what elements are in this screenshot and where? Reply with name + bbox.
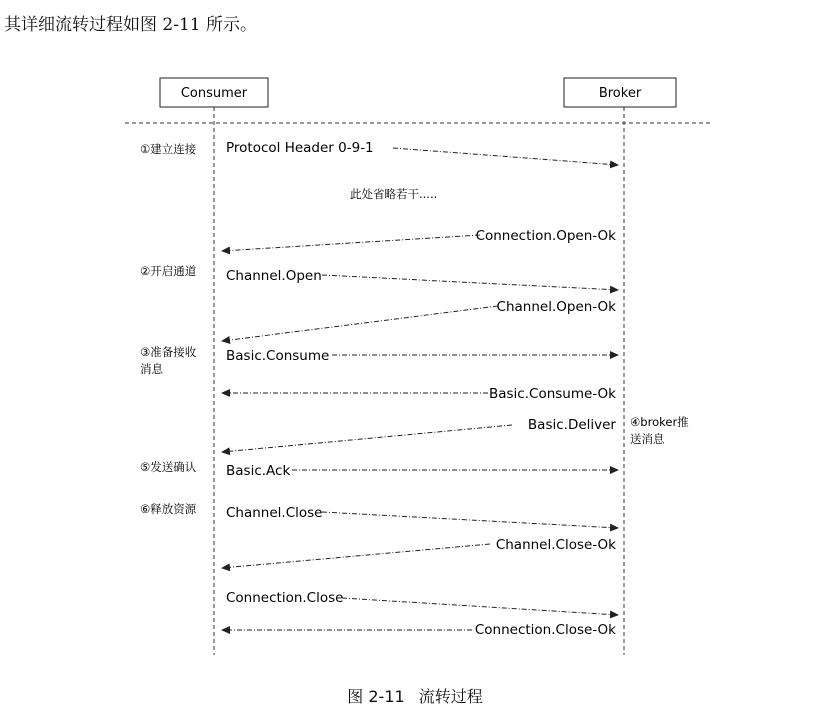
message-label-basic-deliver: Basic.Deliver [527, 417, 616, 433]
step-ack: ⑤发送确认 [140, 460, 197, 474]
broker-label: Broker [598, 86, 642, 101]
intro-text: 其详细流转过程如图 2-11 所示。 [4, 15, 257, 35]
message-label-channel-close-ok: Channel.Close-Ok [495, 537, 616, 553]
message-label-channel-close: Channel.Close [226, 505, 323, 521]
message-label-connection-open-ok: Connection.Open-Ok [475, 228, 616, 244]
step-prepare-line2: 消息 [140, 362, 163, 376]
message-label-channel-open-ok: Channel.Open-Ok [496, 299, 616, 315]
step-open-channel: ②开启通道 [140, 264, 197, 278]
message-arrow-channel-open-ok [222, 306, 498, 341]
message-label-basic-ack: Basic.Ack [226, 463, 291, 479]
message-label-connection-close: Connection.Close [226, 590, 344, 606]
message-label-basic-consume-ok: Basic.Consume-Ok [488, 386, 616, 402]
consumer-label: Consumer [180, 86, 248, 101]
step-broker-push-line2: 送消息 [630, 432, 665, 446]
message-arrow-basic-deliver [222, 425, 512, 452]
message-arrow-protocol-header [393, 148, 618, 165]
message-arrow-connection-close [342, 598, 618, 615]
omitted-note: 此处省略若干..... [350, 187, 438, 201]
step-broker-push-line1: ④broker推 [630, 415, 689, 429]
figure-title: 流转过程 [418, 687, 483, 706]
figure-number: 图 2-11 [347, 687, 405, 706]
step-prepare-line1: ③准备接收 [140, 345, 197, 359]
message-arrow-connection-open-ok [222, 235, 480, 251]
message-arrow-channel-open [322, 275, 618, 290]
message-arrow-channel-close-ok [222, 544, 490, 568]
message-label-protocol-header: Protocol Header 0-9-1 [226, 140, 374, 156]
message-label-channel-open: Channel.Open [226, 268, 322, 284]
step-connect: ①建立连接 [140, 142, 197, 156]
message-label-basic-consume: Basic.Consume [226, 348, 330, 364]
step-release: ⑥释放资源 [140, 502, 197, 516]
message-arrow-channel-close [322, 512, 618, 528]
message-label-connection-close-ok: Connection.Close-Ok [474, 622, 616, 638]
figure-caption [0, 684, 830, 707]
